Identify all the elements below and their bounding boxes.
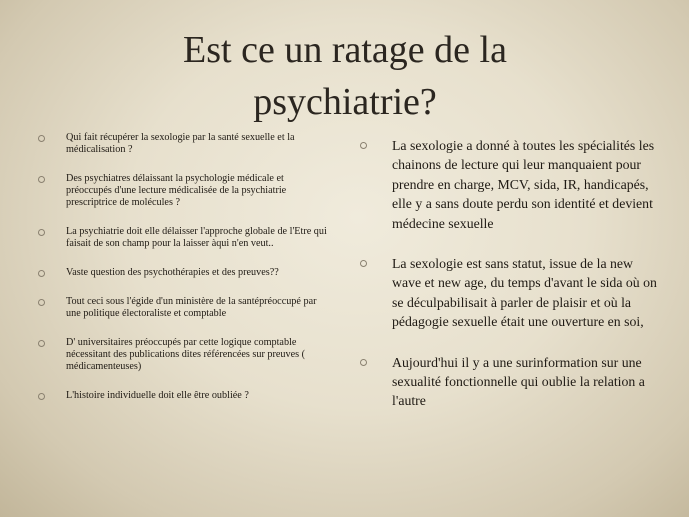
circle-bullet-icon (360, 260, 367, 267)
list-item (38, 296, 328, 320)
circle-bullet-icon (38, 270, 45, 277)
list-item (360, 353, 660, 411)
circle-bullet-icon (360, 359, 367, 366)
bullet-text: L'histoire individuelle doit elle être oubliée ? (66, 390, 249, 401)
bullet-text: Des psychiatres délaissant la psychologie médicale et préoccupés d'une lecture médicalisée de la psychiatrie prescriptrice de molécules ? (66, 173, 287, 208)
bullet-text: D' universitaires préoccupés par cette logique comptable nécessitant des publications dites référencées sur preuves ( médicamenteuses) (66, 337, 306, 372)
bullet-text: Qui fait récupérer la sexologie par la santé sexuelle et la médicalisation ? (66, 132, 295, 155)
bullet-text: Vaste question des psychothérapies et des preuves?? (66, 267, 279, 278)
circle-bullet-icon (38, 393, 45, 400)
circle-bullet-icon (38, 340, 45, 347)
list-item (360, 136, 660, 233)
circle-bullet-icon (38, 176, 45, 183)
title-line-1: Est ce un ratage de la (183, 29, 507, 71)
list-item (38, 132, 328, 156)
bullet-text: Aujourd'hui il y a une surinformation sur une sexualité fonctionnelle qui oublie la relation a l'autre (392, 354, 645, 409)
circle-bullet-icon (38, 229, 45, 236)
right-bullet-list (360, 136, 660, 432)
list-item (38, 390, 328, 402)
left-bullet-list (38, 132, 328, 419)
title-line-2: psychiatrie? (253, 81, 437, 123)
slide-title (60, 24, 630, 128)
list-item (38, 337, 328, 373)
bullet-text: La psychiatrie doit elle délaisser l'approche globale de l'Etre qui faisait de son champ pour la laisser àqui n'en veut.. (66, 226, 327, 249)
list-item (38, 226, 328, 250)
bullet-text: La sexologie a donné à toutes les spécialités les chainons de lecture qui leur manquaient pour prendre en charge, MCV, sida, IR, handicapés, elle y a sans doute perdu son identité et devient médecine sexuelle (392, 138, 655, 231)
bullet-text: Tout ceci sous l'égide d'un ministère de la santépréoccupé par une politique électoraliste et comptable (66, 296, 317, 319)
list-item (360, 254, 660, 332)
circle-bullet-icon (38, 135, 45, 142)
bullet-text: La sexologie est sans statut, issue de la new wave et new age, du temps d'avant le sida où on se déculpabilisait à parler de plaisir et où la pédagogie sexuelle était une ouverture en soi, (392, 256, 657, 330)
circle-bullet-icon (38, 299, 45, 306)
list-item (38, 267, 328, 279)
list-item (38, 173, 328, 209)
circle-bullet-icon (360, 142, 367, 149)
